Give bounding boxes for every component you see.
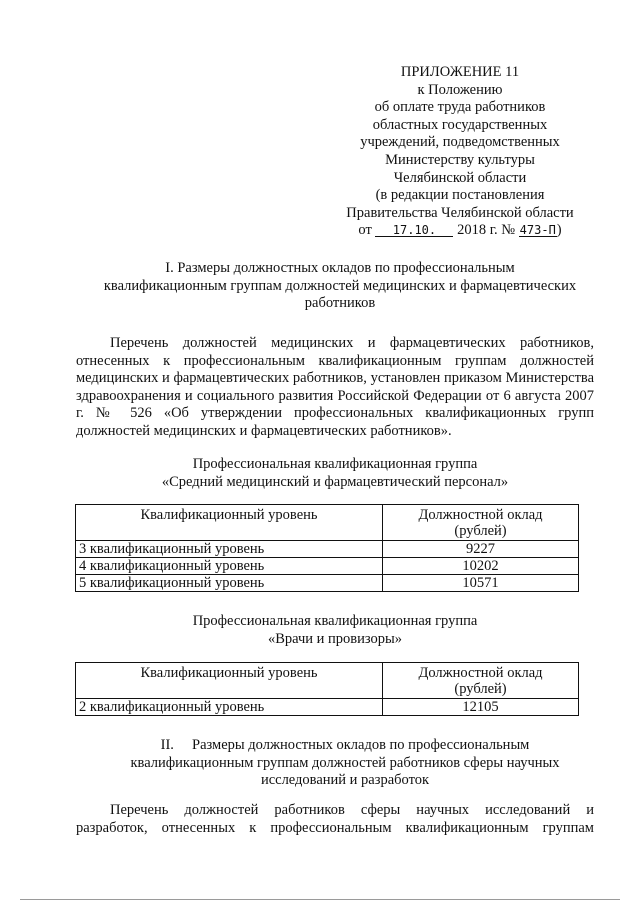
salary-table-group-2 [75,662,579,716]
page-bottom-edge [20,899,620,900]
appendix-line: областных государственных [372,116,548,133]
level-cell: 3 квалификационный уровень [76,541,383,558]
level-cell: 5 квалификационный уровень [76,575,383,592]
section-2-title [90,737,600,790]
date-year: 2018 г. № [457,222,516,239]
salary-header-unit: (рублей) [454,681,507,697]
date-day-field: 17.10. [375,224,453,237]
level-cell: 2 квалификационный уровень [76,699,383,716]
appendix-title: ПРИЛОЖЕНИЕ 11 [400,64,520,80]
column-header-level: Квалификационный уровень [76,663,383,699]
amount-cell: 10202 [383,558,579,575]
amount-cell: 9227 [383,541,579,558]
column-header-salary [383,505,579,541]
table-row [76,541,579,558]
table-row [76,699,579,716]
appendix-line: к Положению [417,81,503,98]
salary-header-line: Должностной оклад [418,665,543,681]
group-2-name: «Врачи и провизоры» [267,630,403,647]
section-1-title-line: I. Размеры должностных окладов по профессиональным [165,260,515,276]
group-1-title: Профессиональная квалификационная группа [192,456,478,472]
column-header-level: Квалификационный уровень [76,505,383,541]
group-2-heading [100,613,570,648]
section-2-title-line: исследований и разработок [260,772,430,789]
level-cell: 4 квалификационный уровень [76,558,383,575]
group-1-heading [100,456,570,491]
document-number-field: 473-П [519,223,556,238]
appendix-line: Министерству культуры [385,151,535,168]
section-2-title-line: квалификационным группам должностей работников сферы научных [130,754,560,771]
table-header-row [76,505,579,541]
salary-table-group-1 [75,504,579,592]
group-2-title: Профессиональная квалификационная группа [192,613,478,629]
section-1-title-line: квалификационным группам должностей медицинских и фармацевтических [103,277,577,294]
table-header-row [76,663,579,699]
column-header-salary [383,663,579,699]
section-2-title-line: II. Размеры должностных окладов по профессиональным [160,737,530,753]
section-1-title [80,260,600,313]
appendix-line: (в редакции постановления [375,187,545,204]
appendix-line: об оплате труда работников [374,99,546,116]
appendix-line: Правительства Челябинской области [346,204,574,221]
date-prefix: от [358,222,372,239]
salary-header-line: Должностной оклад [418,507,543,523]
section-1-title-line: работников [304,295,376,312]
appendix-date-line [330,222,590,240]
appendix-line: учреждений, подведомственных [360,134,560,151]
amount-cell: 10571 [383,575,579,592]
section-2-paragraph: Перечень должностей работников сферы научных исследований и разработок, отнесенных к профессиональным квалификационным группам [76,802,594,836]
table-row [76,575,579,592]
group-1-name: «Средний медицинский и фармацевтический персонал» [161,473,509,490]
date-suffix: ) [556,222,562,239]
amount-cell: 12105 [383,699,579,716]
table-row [76,558,579,575]
salary-header-unit: (рублей) [454,523,507,539]
appendix-line: Челябинской области [393,169,527,186]
appendix-header [330,64,590,240]
section-1-paragraph: Перечень должностей медицинских и фармацевтических работников, отнесенных к профессиональным квалификационным группам должностей медицинских и фармацевтических работников, установлен приказом Министерства здравоохранения и социального развития Российской Федерации от 6 августа 2007 г. № 526 «Об утверждении профессиональных квалификационных групп должностей медицинских и фармацевтических работников». [76,335,594,439]
